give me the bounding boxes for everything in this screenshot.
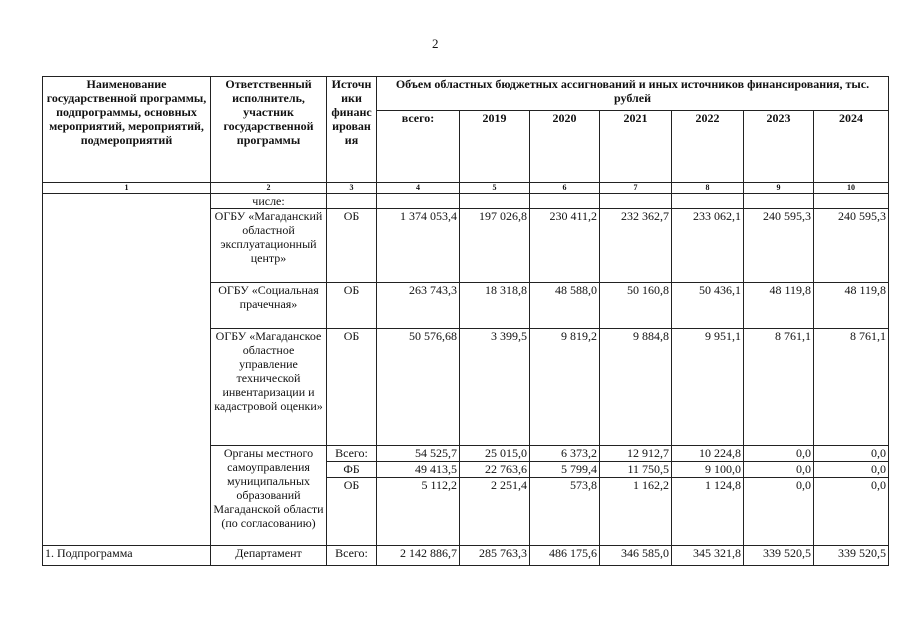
header-year: 2019	[460, 111, 530, 183]
header-year: 2020	[530, 111, 600, 183]
value-cell: 50 576,68	[377, 329, 460, 446]
value-cell: 285 763,3	[460, 546, 530, 566]
value-cell: 240 595,3	[744, 209, 814, 283]
value-cell: 9 951,1	[672, 329, 744, 446]
column-index-row	[43, 183, 889, 194]
source-cell: Всего:	[327, 446, 377, 462]
value-cell: 233 062,1	[672, 209, 744, 283]
budget-table	[42, 76, 889, 566]
value-cell: 9 100,0	[672, 462, 744, 478]
column-index: 10	[814, 183, 889, 194]
column-index: 7	[600, 183, 672, 194]
header-total-col: всего:	[377, 111, 460, 183]
column-index: 9	[744, 183, 814, 194]
source-cell: ОБ	[327, 209, 377, 283]
page-number: 2	[432, 36, 439, 51]
header-year: 2021	[600, 111, 672, 183]
source-cell: ФБ	[327, 462, 377, 478]
source-cell: ОБ	[327, 283, 377, 329]
value-cell: 8 761,1	[744, 329, 814, 446]
executor-cell: ОГБУ «Магаданское областное управление технической инвентаризации и кадастровой оценки»	[211, 329, 327, 446]
value-cell: 230 411,2	[530, 209, 600, 283]
value-cell: 232 362,7	[600, 209, 672, 283]
header-year: 2022	[672, 111, 744, 183]
value-cell: 0,0	[744, 462, 814, 478]
value-cell: 9 819,2	[530, 329, 600, 446]
value-cell: 48 119,8	[744, 283, 814, 329]
source-cell: ОБ	[327, 329, 377, 446]
table-row	[43, 546, 889, 566]
source-cell: ОБ	[327, 478, 377, 546]
value-cell: 5 112,2	[377, 478, 460, 546]
executor-cell: Органы местного самоуправления муниципальных образований Магаданской области (по согласованию)	[211, 446, 327, 546]
value-cell: 9 884,8	[600, 329, 672, 446]
value-cell: 573,8	[530, 478, 600, 546]
value-cell: 25 015,0	[460, 446, 530, 462]
header-volume-col: Объем областных бюджетных ассигнований и иных источников финансирования, тыс. рублей	[377, 77, 889, 111]
value-cell: 346 585,0	[600, 546, 672, 566]
value-cell: 50 436,1	[672, 283, 744, 329]
column-index: 2	[211, 183, 327, 194]
value-cell: 2 251,4	[460, 478, 530, 546]
executor-cell: числе:	[211, 194, 327, 209]
value-cell: 240 595,3	[814, 209, 889, 283]
header-executor-col: Ответственный исполнитель, участник государственной программы	[211, 77, 327, 183]
column-index: 8	[672, 183, 744, 194]
header-name-col: Наименование государственной программы, подпрограммы, основных мероприятий, мероприятий, подмероприятий	[43, 77, 211, 183]
source-cell: Всего:	[327, 546, 377, 566]
value-cell: 1 124,8	[672, 478, 744, 546]
value-cell: 1 162,2	[600, 478, 672, 546]
value-cell: 6 373,2	[530, 446, 600, 462]
table-row	[43, 194, 889, 209]
value-cell: 12 912,7	[600, 446, 672, 462]
column-index: 4	[377, 183, 460, 194]
value-cell: 0,0	[744, 478, 814, 546]
value-cell: 0,0	[814, 462, 889, 478]
value-cell: 50 160,8	[600, 283, 672, 329]
executor-cell: ОГБУ «Магаданский областной эксплуатационный центр»	[211, 209, 327, 283]
value-cell: 1 374 053,4	[377, 209, 460, 283]
value-cell: 0,0	[814, 478, 889, 546]
name-cell-empty	[43, 194, 211, 546]
value-cell: 22 763,6	[460, 462, 530, 478]
value-cell: 0,0	[814, 446, 889, 462]
value-cell: 0,0	[744, 446, 814, 462]
value-cell: 8 761,1	[814, 329, 889, 446]
header-year: 2023	[744, 111, 814, 183]
executor-cell: Департамент	[211, 546, 327, 566]
executor-cell: ОГБУ «Социальная прачечная»	[211, 283, 327, 329]
value-cell: 48 588,0	[530, 283, 600, 329]
value-cell: 10 224,8	[672, 446, 744, 462]
value-cell: 54 525,7	[377, 446, 460, 462]
header-year: 2024	[814, 111, 889, 183]
header-source-col: Источн ики финанс ирован ия	[327, 77, 377, 183]
value-cell: 5 799,4	[530, 462, 600, 478]
value-cell: 49 413,5	[377, 462, 460, 478]
name-cell: 1. Подпрограмма	[43, 546, 211, 566]
column-index: 6	[530, 183, 600, 194]
column-index: 3	[327, 183, 377, 194]
value-cell: 339 520,5	[744, 546, 814, 566]
value-cell: 11 750,5	[600, 462, 672, 478]
column-index: 5	[460, 183, 530, 194]
value-cell: 197 026,8	[460, 209, 530, 283]
column-index: 1	[43, 183, 211, 194]
value-cell: 18 318,8	[460, 283, 530, 329]
value-cell: 263 743,3	[377, 283, 460, 329]
value-cell: 486 175,6	[530, 546, 600, 566]
value-cell: 48 119,8	[814, 283, 889, 329]
value-cell: 345 321,8	[672, 546, 744, 566]
value-cell: 3 399,5	[460, 329, 530, 446]
value-cell: 2 142 886,7	[377, 546, 460, 566]
value-cell: 339 520,5	[814, 546, 889, 566]
